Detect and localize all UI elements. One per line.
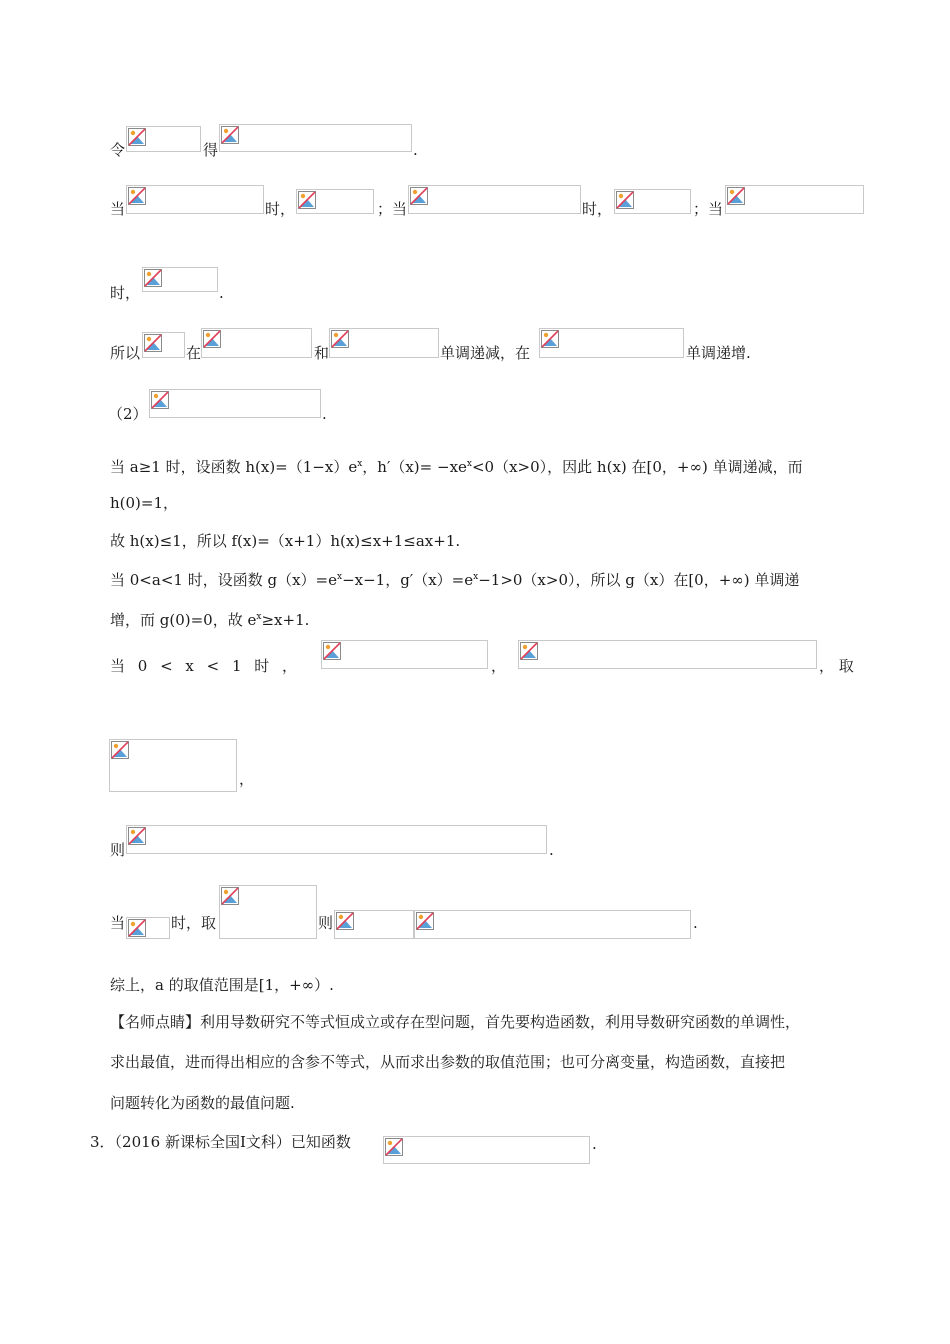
text: . [549,841,554,859]
broken-image-icon [323,642,341,660]
text: 求出最值，进而得出相应的含参不等式，从而求出参数的取值范围；也可分离变量，构造函数，直接把 [110,1053,786,1071]
formula-image [321,640,488,669]
text: 令 [110,141,126,159]
text: 综上，a 的取值范围是[1，+∞）. [110,976,334,994]
text: 当 a≥1 时，设函数 $h(x)=(1-x)e^x$，$h'(x)= -xe^x<0(x>0)$，因此 h(x) 在[0，+∞) 单调递减，而 [110,458,803,476]
broken-image-icon [111,741,129,759]
text: ， 取 [819,657,854,675]
text: 单调递增. [686,344,751,362]
broken-image-icon [203,330,221,348]
text: 时， [582,200,613,218]
formula-image [219,885,317,939]
text: . [322,405,327,423]
broken-image-icon [144,334,162,352]
text: 3．（2016 新课标全国Ⅰ文科）已知函数 [90,1133,351,1151]
broken-image-icon [416,912,434,930]
text: 则 [110,841,126,859]
text: 当 [110,200,126,218]
text: 当 0<a<1 时，设函数 $g(x)=e^x-x-1$，$g'(x)=e^x-1>0(x>0)$，所以 g（x）在[0，+∞) 单调递 [110,571,800,589]
broken-image-icon [151,391,169,409]
broken-image-icon [331,330,349,348]
formula-image [296,189,374,214]
broken-image-icon [410,187,428,205]
broken-image-icon [616,191,634,209]
formula-image [149,389,321,418]
broken-image-icon [727,187,745,205]
text: ；当 [377,200,408,218]
broken-image-icon [336,912,354,930]
text: . [413,141,418,159]
text: ， [491,657,507,675]
formula-image [539,328,684,358]
formula-image [109,739,237,792]
formula-image [334,910,414,939]
text: 当 0 < x < 1 时 ， [110,657,298,675]
text: 时，取 [171,914,217,932]
broken-image-icon [128,919,146,937]
formula-image [219,124,412,152]
text: h(0)=1， [110,494,179,512]
formula-image [142,267,218,292]
text: 时， [110,284,141,302]
text: . [592,1135,597,1153]
broken-image-icon [541,330,559,348]
text: 时， [265,200,296,218]
broken-image-icon [221,887,239,905]
formula-image [126,185,264,214]
formula-image [414,910,691,939]
text: 单调递减，在 [440,344,531,362]
formula-image [518,640,817,669]
formula-image [383,1136,590,1164]
text: （2） [108,405,148,423]
text: 得 [203,141,219,159]
formula-image [126,917,170,939]
text: 当 [110,914,126,932]
formula-image [725,185,864,214]
text: 【名师点睛】利用导数研究不等式恒成立或存在型问题，首先要构造函数，利用导数研究函数的单调性， [110,1013,801,1031]
broken-image-icon [144,269,162,287]
text: 在 [186,344,202,362]
text: 增，而 g(0)=0，故 $e^x\ge x+1$. [110,611,310,629]
broken-image-icon [128,827,146,845]
text: 故 h(x)≤1，所以 f(x)=（x+1）h(x)≤x+1≤ax+1. [110,532,461,550]
text: 问题转化为函数的最值问题. [110,1094,295,1112]
broken-image-icon [520,642,538,660]
broken-image-icon [221,126,239,144]
formula-image [142,332,185,358]
broken-image-icon [298,191,316,209]
broken-image-icon [128,187,146,205]
formula-image [614,189,691,214]
text: ， [239,770,255,788]
text: 和 [314,344,330,362]
formula-image [408,185,581,214]
text: . [219,284,224,302]
text: 所以 [110,344,141,362]
broken-image-icon [385,1138,403,1156]
text: 则 [318,914,334,932]
broken-image-icon [128,128,146,146]
formula-image [201,328,312,358]
text: ；当 [693,200,724,218]
formula-image [126,126,201,152]
text: . [693,914,698,932]
formula-image [329,328,439,358]
formula-image [126,825,547,854]
